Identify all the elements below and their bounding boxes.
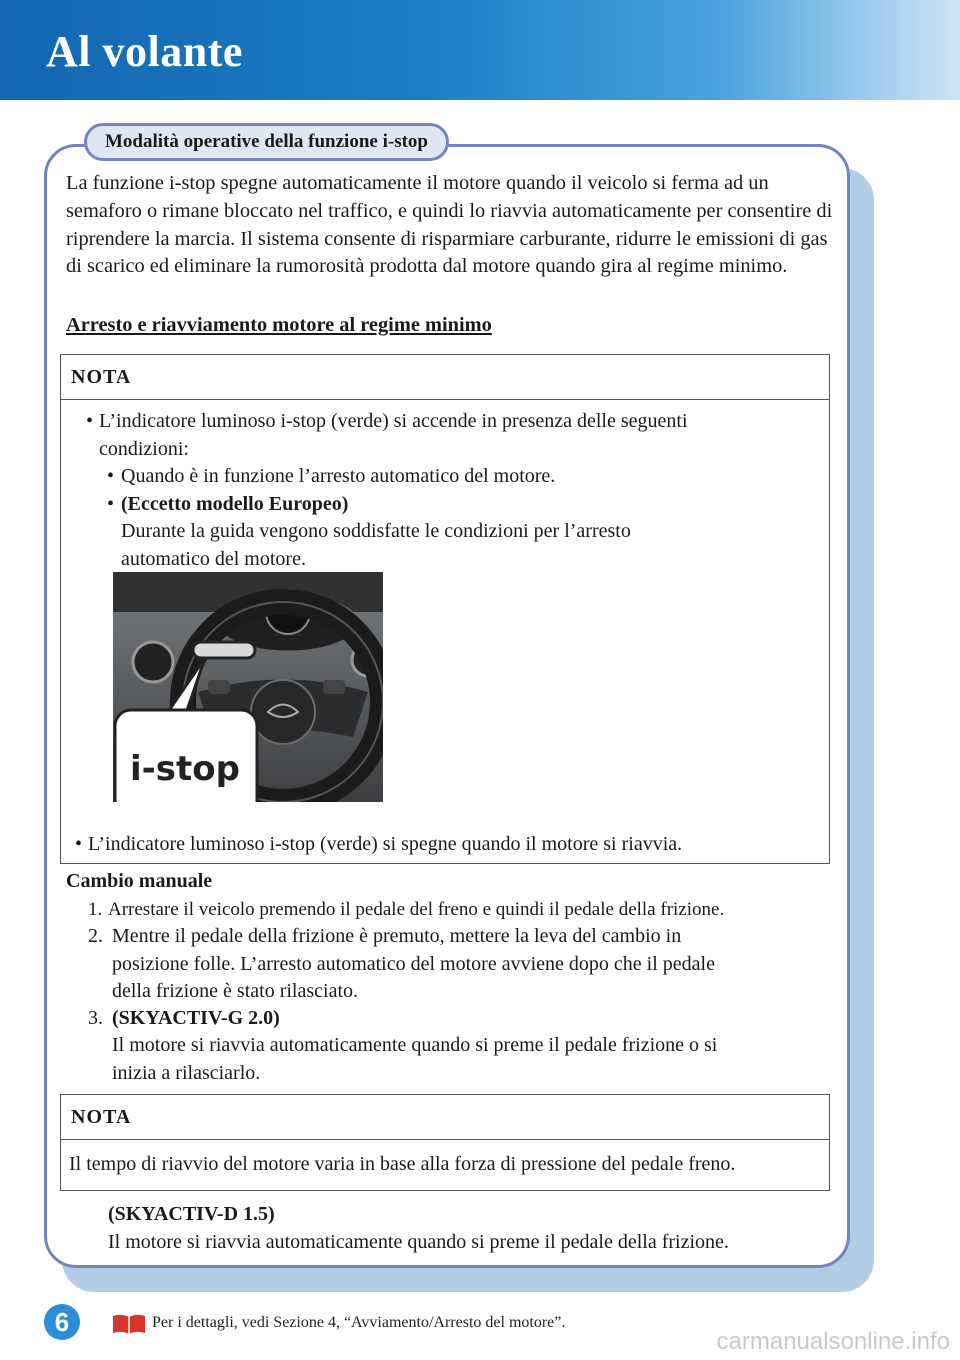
steering-wheel-photo — [113, 572, 383, 802]
step-text: Arrestare il veicolo premendo il pedale del freno e quindi il pedale della frizione. — [108, 899, 725, 920]
step-number: 2. — [88, 925, 103, 948]
bullet-item — [71, 408, 819, 463]
bullet-text: • L’indicatore luminoso i-stop (verde) si spegne quando il motore si riavvia. — [60, 830, 830, 858]
book-icon — [112, 1313, 146, 1335]
sub-bullet-item — [71, 491, 819, 574]
step-text: posizione folle. L’arresto automatico del motore avviene dopo che il pedale — [112, 952, 715, 975]
step-number: 1. — [88, 899, 103, 920]
manual-transmission-heading: Cambio manuale — [66, 870, 213, 892]
step-text: Mentre il pedale della frizione è premuto, mettere la leva del cambio in — [112, 925, 682, 948]
i-stop-callout-label: i-stop — [130, 749, 240, 789]
sub-bullet-bold: (Eccetto modello Europeo) — [121, 492, 349, 515]
step-text: inizia a rilasciarlo. — [112, 1061, 261, 1084]
bullet-text: condizioni: — [99, 437, 189, 460]
step-item — [66, 896, 836, 923]
subheading: Arresto e riavviamento motore al regime minimo — [66, 314, 492, 336]
nota-body: Il tempo di riavvio del motore varia in base alla forza di pressione del pedale freno. — [69, 1153, 736, 1175]
sub-bullet-text: automatico del motore. — [121, 547, 306, 570]
nota-title: NOTA — [61, 1095, 829, 1140]
nota-title: NOTA — [61, 355, 829, 400]
step-item — [66, 923, 836, 1005]
skyactiv-d-block — [108, 1200, 729, 1256]
bullet-item — [60, 830, 830, 858]
page-title: Al volante — [46, 27, 243, 76]
step-list — [66, 896, 836, 1087]
skyactiv-d-heading: (SKYACTIV-D 1.5) — [108, 1203, 275, 1225]
nota-box-2 — [60, 1094, 830, 1191]
bullet-text: L’indicatore luminoso i-stop (verde) si accende in presenza delle seguenti — [99, 410, 688, 432]
sub-bullet-item: • Quando è in funzione l’arresto automatico del motore. — [71, 463, 819, 491]
step-number: 3. — [88, 1007, 103, 1030]
page-number-badge: 6 — [44, 1304, 80, 1340]
skyactiv-d-text: Il motore si riavvia automaticamente quando si preme il pedale della frizione. — [108, 1231, 729, 1253]
step-bold: (SKYACTIV-G 2.0) — [112, 1007, 280, 1030]
nota-body — [61, 400, 829, 582]
step-text: della frizione è stato rilasciato. — [112, 979, 359, 1002]
section-tab: Modalità operative della funzione i-stop — [84, 123, 449, 161]
footer-reference: Per i dettagli, vedi Sezione 4, “Avviamento/Arresto del motore”. — [152, 1314, 566, 1331]
watermark: carmanualsonline.info — [716, 1328, 950, 1355]
step-item — [66, 1005, 836, 1087]
intro-paragraph: La funzione i-stop spegne automaticamente il motore quando il veicolo si ferma ad un semaforo o rimane bloccato nel traffico, e quindi lo riavvia automaticamente per consentire di riprendere la marcia. Il sistema consente di risparmiare carburante, ridurre le emissioni di gas di scarico ed eliminare la rumorosità prodotta dal motore quando gira al regime minimo. — [66, 172, 833, 278]
sub-bullet-text: Durante la guida vengono soddisfatte le condizioni per l’arresto — [121, 520, 631, 543]
step-text: Il motore si riavvia automaticamente quando si preme il pedale frizione o si — [112, 1034, 718, 1057]
